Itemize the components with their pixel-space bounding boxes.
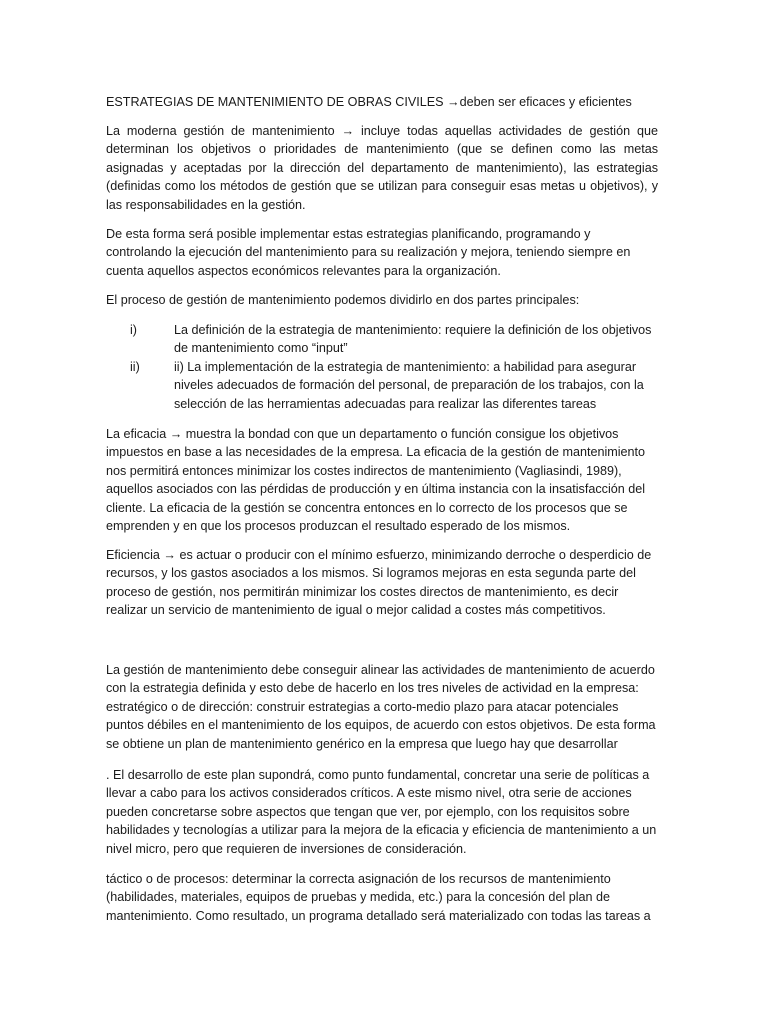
paragraph-moderna-gestion: La moderna gestión de mantenimiento → incluye todas aquellas actividades de gestión que determinan los objetivos o prioridades de mantenimiento (que se definen como las metas asignadas y aceptadas por la dirección del departamento de mantenimiento), las estrategias (definidas como los métodos de gestión que se utilizan para conseguir esas metas u objetivos), y las responsabilidades en la gestión.	[106, 124, 658, 212]
paragraph-gestion-alinear: La gestión de mantenimiento debe conseguir alinear las actividades de mantenimiento de acuerdo con la estrategia definida y esto debe de hacerlo en los tres niveles de actividad en la empresa: estratégico o de dirección: construir estrategias a corto-medio plazo para atacar potenciales puntos débiles en el mantenimiento de los equipos, de acuerdo con estos objetivos. De esta forma se obtiene un plan de mantenimiento genérico en la empresa que luego hay que desarrollar	[106, 663, 656, 751]
paragraph-eficiencia: Eficiencia → es actuar o producir con el mínimo esfuerzo, minimizando derroche o desperdicio de recursos, y los gastos asociados a los mismos. Si logramos mejoras en esta segunda parte del proceso de gestión, nos permitirán minimizar los costes directos de mantenimiento, es decir realizar un servicio de mantenimiento de igual o mejor calidad a costes más competitivos.	[106, 548, 652, 618]
list-item-number: i)	[130, 323, 137, 337]
paragraph-eficacia: La eficacia → muestra la bondad con que un departamento o función consigue los objetivos impuestos en base a las necesidades de la empresa. La eficacia de la gestión de mantenimiento nos permitirá entonces minimizar los costes indirectos de mantenimiento (Vagliasindi, 1989), aquellos asociados con las pérdidas de producción y en última instancia con la insatisfacción del cliente. La eficacia de la gestión se concentra entonces en lo correcto de los procesos que se emprenden y en que los procesos produzcan el resultado esperado de los mismos.	[106, 427, 646, 534]
list-item	[130, 321, 660, 358]
list-item-text: ii) La implementación de la estrategia de mantenimiento: a habilidad para asegurar niveles adecuados de formación del personal, de preparación de los trabajos, con la selección de las herramientas adecuadas para realizar las diferentes tareas	[174, 360, 644, 411]
list-item-number: ii)	[130, 360, 140, 374]
list-item-text: La definición de la estrategia de mantenimiento: requiere la definición de los objetivos de mantenimiento como “input”	[174, 323, 652, 356]
list-item	[130, 358, 660, 413]
paragraph-de-esta-forma: De esta forma será posible implementar estas estrategias planificando, programando y controlando la ejecución del mantenimiento para su realización y mejora, teniendo siempre en cuenta aquellos aspectos económicos relevantes para la organización.	[106, 227, 631, 278]
document-title: ESTRATEGIAS DE MANTENIMIENTO DE OBRAS CIVILES →deben ser eficaces y eficientes	[106, 95, 632, 109]
paragraph-desarrollo-plan: . El desarrollo de este plan supondrá, como punto fundamental, concretar una serie de políticas a llevar a cabo para los activos considerados críticos. A este mismo nivel, otra serie de acciones pueden concretarse sobre aspectos que tengan que ver, por ejemplo, con los requisitos sobre habilidades y tecnologías a utilizar para la mejora de la eficacia y eficiencia de mantenimiento a un nivel micro, pero que requieren de inversiones de consideración.	[106, 768, 657, 856]
paragraph-tactico: táctico o de procesos: determinar la correcta asignación de los recursos de mantenimiento (habilidades, materiales, equipos de pruebas y medida, etc.) para la concesión del plan de mantenimiento. Como resultado, un programa detallado será materializado con todas las tareas a	[106, 872, 651, 923]
paragraph-proceso-gestion: El proceso de gestión de mantenimiento podemos dividirlo en dos partes principales:	[106, 293, 580, 307]
